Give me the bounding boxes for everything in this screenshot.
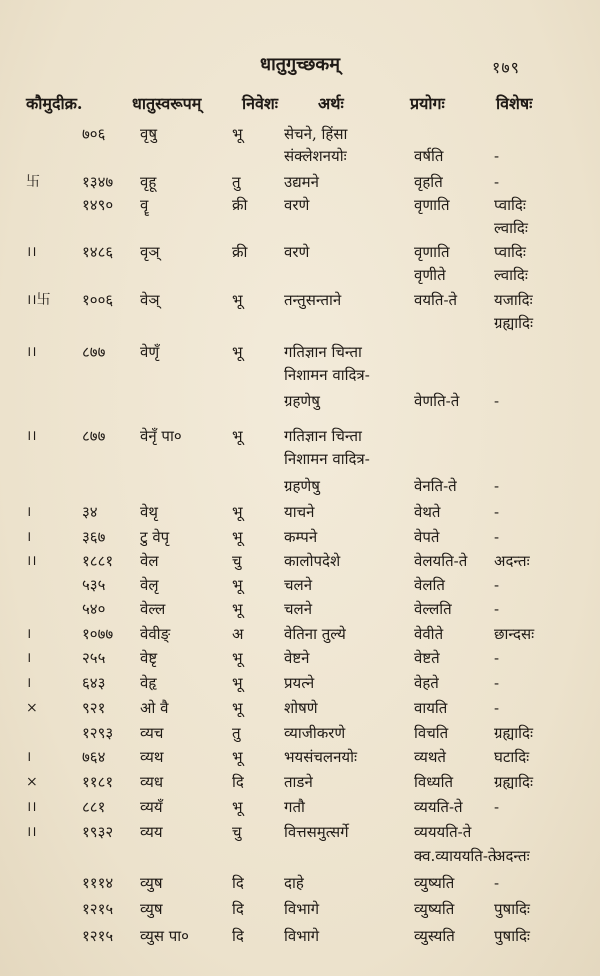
gana-name: भू	[232, 343, 243, 361]
special-note: घटादिः	[494, 748, 530, 766]
gana-name: भू	[232, 427, 243, 445]
dhatu-form: वेल	[140, 552, 159, 570]
kaumudi-number: ८७७	[82, 343, 106, 361]
special-note: पुषादिः	[494, 927, 530, 945]
gana-name: भू	[232, 503, 243, 521]
meaning: गतिज्ञान चिन्ता	[284, 343, 362, 361]
kaumudi-number: १०७७	[82, 625, 114, 643]
special-note: ल्वादिः	[494, 219, 528, 237]
meaning: प्रयत्ने	[284, 674, 315, 692]
page-title: धातुगुच्छकम्	[260, 54, 340, 75]
usage-form: व्यययति-ते	[414, 823, 472, 841]
meaning: चलने	[284, 576, 313, 594]
usage-form: वेनति-ते	[414, 477, 457, 495]
meaning: वेष्टने	[284, 649, 310, 667]
dhatu-form: टु वेपृ	[140, 528, 170, 546]
dhatu-form: ओ वै	[140, 699, 169, 717]
dhatu-form: वेनृँ पा०	[140, 427, 182, 445]
dhatu-form: व्यथ	[140, 748, 164, 766]
kaumudi-number: ५३५	[82, 576, 106, 594]
kaumudi-number: १८८१	[82, 552, 114, 570]
special-note: अदन्तः	[494, 552, 530, 570]
dhatu-form: वेञ्	[140, 291, 160, 309]
row-marker: ।	[26, 749, 32, 765]
usage-form: वृणाति	[414, 243, 450, 261]
usage-form: व्युस्यति	[414, 927, 455, 945]
usage-form: वृणाति	[414, 196, 450, 214]
usage-form: वेलति	[414, 576, 445, 594]
dhatu-form: वृञ्	[140, 243, 160, 261]
kaumudi-number: १४९०	[82, 196, 114, 214]
kaumudi-number: १११४	[82, 874, 114, 892]
row-marker: ।।	[26, 344, 37, 360]
dhatu-form: वेणृँ	[140, 343, 160, 361]
meaning: संक्लेशनयोः	[284, 147, 347, 165]
dhatu-form: वेवीङ्	[140, 625, 171, 643]
special-note: -	[494, 528, 500, 546]
column-header: निवेशः	[242, 94, 279, 113]
dhatu-form: वेष्टृ	[140, 649, 158, 667]
gana-name: भू	[232, 674, 243, 692]
usage-form: वेथते	[414, 503, 441, 521]
column-header: अर्थः	[318, 94, 344, 113]
usage-form: वयति-ते	[414, 291, 458, 309]
special-note: ग्रह्यादिः	[494, 314, 534, 332]
special-note: -	[494, 649, 500, 667]
meaning: शोषणे	[284, 699, 318, 717]
row-marker: ।।	[26, 824, 37, 840]
gana-name: दि	[232, 927, 244, 945]
meaning: तन्तुसन्ताने	[284, 291, 342, 309]
usage-form: विध्यति	[414, 773, 454, 791]
row-marker: ।	[26, 529, 32, 545]
usage-form: व्युष्यति	[414, 874, 455, 892]
row-marker: ।	[26, 675, 32, 691]
dhatu-form: वेलृ	[140, 576, 159, 594]
gana-name: भू	[232, 125, 243, 143]
usage-form: वेणति-ते	[414, 392, 460, 410]
gana-name: भू	[232, 528, 243, 546]
usage-form: व्युष्यति	[414, 900, 455, 918]
dhatu-form: व्युष	[140, 874, 163, 892]
special-note: अदन्तः	[494, 847, 530, 865]
gana-name: दि	[232, 874, 244, 892]
meaning: ताडने	[284, 773, 313, 791]
meaning: वित्तसमुत्सर्गे	[284, 823, 349, 841]
page-number: १७९	[492, 58, 520, 77]
gana-name: भू	[232, 649, 243, 667]
meaning: निशामन वादित्र-	[284, 450, 370, 468]
kaumudi-number: ६४३	[82, 674, 106, 692]
meaning: वरणे	[284, 196, 310, 214]
row-marker: ×	[26, 774, 38, 790]
dhatu-form: व्युस पा०	[140, 927, 189, 945]
kaumudi-number: १२९३	[82, 724, 114, 742]
special-note: -	[494, 798, 500, 816]
gana-name: भू	[232, 798, 243, 816]
meaning: विभागे	[284, 900, 320, 918]
special-note: -	[494, 392, 500, 410]
column-header: कौमुदीक्र.	[26, 94, 83, 113]
meaning: गतौ	[284, 798, 305, 816]
dhatu-form: व्यच	[140, 724, 164, 742]
dhatu-form: वेथृ	[140, 503, 158, 521]
dhatu-form: व्यध	[140, 773, 164, 791]
meaning: निशामन वादित्र-	[284, 366, 370, 384]
special-note: यजादिः	[494, 291, 533, 309]
kaumudi-number: ५४०	[82, 600, 106, 618]
kaumudi-number: ३६७	[82, 528, 106, 546]
kaumudi-number: २५५	[82, 649, 106, 667]
gana-name: अ	[232, 625, 244, 643]
dhatu-form: वेल्ल	[140, 600, 166, 618]
special-note: -	[494, 874, 500, 892]
kaumudi-number: ८८१	[82, 798, 106, 816]
row-marker: ।	[26, 626, 32, 642]
kaumudi-number: ७०६	[82, 125, 106, 143]
meaning: ग्रहणेषु	[284, 477, 320, 495]
gana-name: क्री	[232, 196, 248, 214]
special-note: ग्रह्यादिः	[494, 773, 534, 791]
kaumudi-number: १२१५	[82, 900, 114, 918]
gana-name: भू	[232, 600, 243, 618]
gana-name: भू	[232, 748, 243, 766]
meaning: सेचने, हिंसा	[284, 125, 348, 143]
dhatu-form: व्युष	[140, 900, 163, 918]
column-header: विशेषः	[496, 94, 533, 113]
column-header: धातुस्वरूपम्	[132, 94, 202, 113]
meaning: गतिज्ञान चिन्ता	[284, 427, 362, 445]
kaumudi-number: १४८६	[82, 243, 114, 261]
special-note: ग्रह्यादिः	[494, 724, 534, 742]
gana-name: दि	[232, 773, 244, 791]
kaumudi-number: ९२१	[82, 699, 106, 717]
row-marker: ।।	[26, 799, 37, 815]
usage-form: वेवीते	[414, 625, 444, 643]
kaumudi-number: ७६४	[82, 748, 106, 766]
row-marker: 卐	[26, 174, 40, 190]
row-marker: ।	[26, 650, 32, 666]
usage-form: क्व.व्याययति-ते	[414, 847, 497, 865]
usage-form: विचति	[414, 724, 449, 742]
meaning: ग्रहणेषु	[284, 392, 320, 410]
gana-name: क्री	[232, 243, 248, 261]
meaning: दाहे	[284, 874, 304, 892]
special-note: -	[494, 477, 500, 495]
row-marker: ।।	[26, 553, 37, 569]
gana-name: चु	[232, 552, 242, 570]
meaning: व्याजीकरणे	[284, 724, 346, 742]
usage-form: व्यथते	[414, 748, 446, 766]
special-note: प्वादिः	[494, 196, 526, 214]
row-marker: ।	[26, 504, 32, 520]
special-note: छान्दसः	[494, 625, 535, 643]
usage-form: वेहते	[414, 674, 439, 692]
dhatu-form: वॄ	[140, 196, 149, 214]
special-note: -	[494, 147, 500, 165]
gana-name: तु	[232, 724, 241, 742]
special-note: -	[494, 674, 500, 692]
gana-name: तु	[232, 173, 241, 191]
usage-form: वृहति	[414, 173, 443, 191]
special-note: -	[494, 576, 500, 594]
meaning: कम्पने	[284, 528, 318, 546]
meaning: चलने	[284, 600, 313, 618]
meaning: याचने	[284, 503, 315, 521]
meaning: विभागे	[284, 927, 320, 945]
row-marker: ।।卐	[26, 292, 51, 308]
special-note: प्वादिः	[494, 243, 526, 261]
gana-name: दि	[232, 900, 244, 918]
meaning: कालोपदेशे	[284, 552, 341, 570]
kaumudi-number: ३४	[82, 503, 98, 521]
kaumudi-number: १२१५	[82, 927, 114, 945]
gana-name: चु	[232, 823, 242, 841]
kaumudi-number: १९३२	[82, 823, 114, 841]
special-note: -	[494, 173, 500, 191]
dhatu-form: वेहृ	[140, 674, 157, 692]
dhatu-form: वृहू	[140, 173, 157, 191]
row-marker: ×	[26, 700, 38, 716]
special-note: -	[494, 600, 500, 618]
meaning: भयसंचलनयोः	[284, 748, 358, 766]
special-note: -	[494, 503, 500, 521]
special-note: पुषादिः	[494, 900, 530, 918]
dhatu-form: वृषु	[140, 125, 158, 143]
special-note: ल्वादिः	[494, 266, 528, 284]
column-header: प्रयोगः	[410, 94, 445, 113]
gana-name: भू	[232, 699, 243, 717]
special-note: -	[494, 699, 500, 717]
usage-form: वृणीते	[414, 266, 446, 284]
dhatu-form: व्यय	[140, 823, 163, 841]
row-marker: ।।	[26, 428, 37, 444]
kaumudi-number: १००६	[82, 291, 114, 309]
usage-form: वेपते	[414, 528, 440, 546]
usage-form: व्ययति-ते	[414, 798, 463, 816]
meaning: उद्यमने	[284, 173, 319, 191]
meaning: वरणे	[284, 243, 310, 261]
dhatu-form: व्ययँ	[140, 798, 163, 816]
kaumudi-number: ११८१	[82, 773, 114, 791]
kaumudi-number: ८७७	[82, 427, 106, 445]
kaumudi-number: १३४७	[82, 173, 114, 191]
meaning: वेतिना तुल्ये	[284, 625, 346, 643]
row-marker: ।।	[26, 244, 37, 260]
usage-form: वेष्टते	[414, 649, 440, 667]
usage-form: वायति	[414, 699, 448, 717]
usage-form: वेल्लति	[414, 600, 452, 618]
gana-name: भू	[232, 291, 243, 309]
usage-form: वेलयति-ते	[414, 552, 468, 570]
gana-name: भू	[232, 576, 243, 594]
usage-form: वर्षति	[414, 147, 444, 165]
